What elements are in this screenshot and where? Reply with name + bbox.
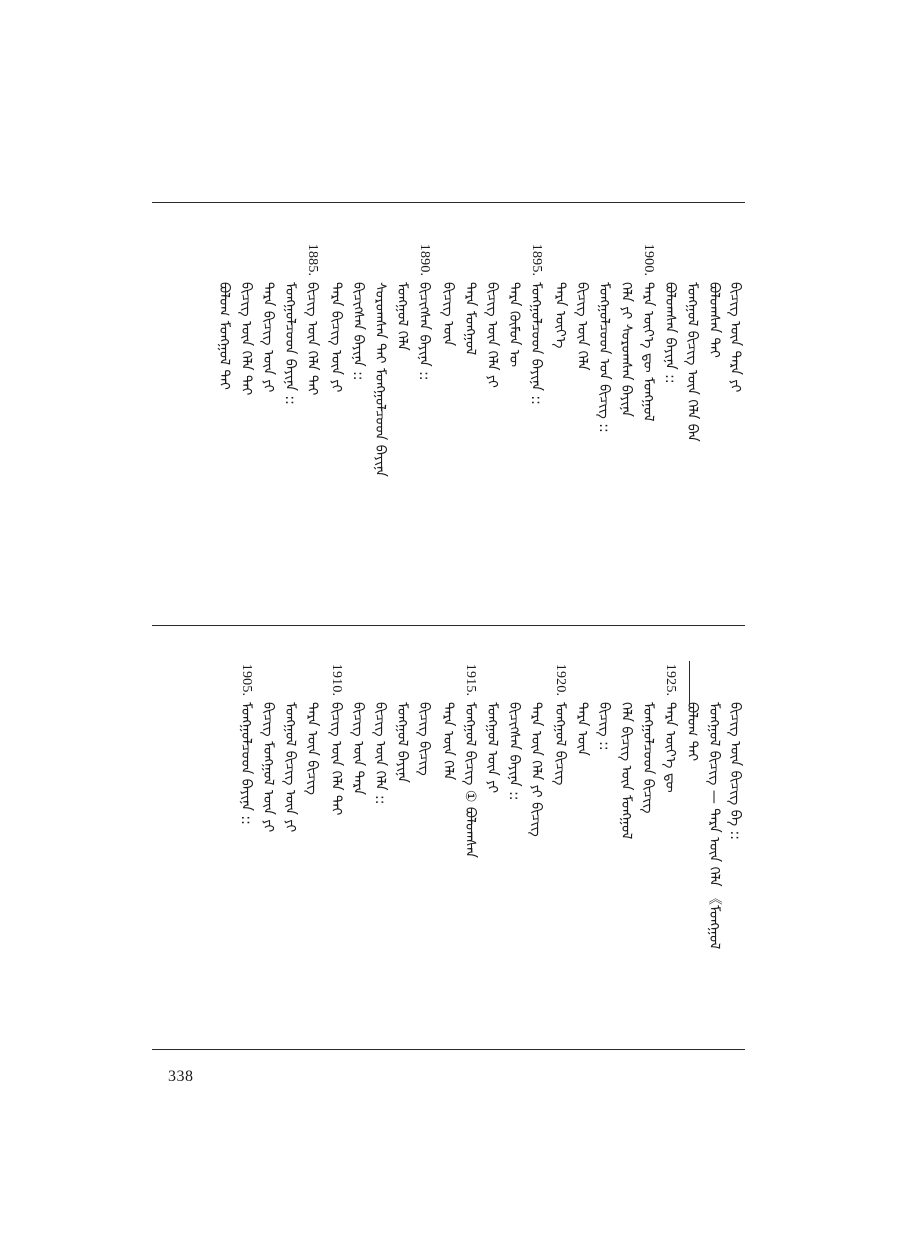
mongolian-script-line: ᠪᠤᠯᠤᠭ ᠲᠠᠶ: [684, 702, 700, 762]
year-label: [279, 240, 301, 280]
year-text: 1885.: [305, 243, 320, 277]
mongolian-script-line: ᠲᠡᠷᠡ ᠦᠨ ᠪᠢᠴᠢᠭ: [304, 702, 320, 795]
upper-column: [703, 240, 725, 615]
year-label: [525, 240, 547, 280]
year-label: [391, 240, 413, 280]
year-label: [615, 660, 637, 700]
year-label: [615, 240, 637, 280]
year-label: [257, 660, 279, 700]
mongolian-script-line: ᠮᠣᠩᠭᠣᠯ ᠪᠠᠶᠢᠨᠠ: [394, 702, 410, 783]
mongolian-script-line: ᠪᠤᠯᠤᠭᠰᠠᠨ ᠪᠠᠶᠢᠨᠠ ::: [662, 282, 678, 384]
mongolian-script-line: ᠲᠡᠷᠡ ᠮᠣᠩᠭᠣᠯ: [462, 282, 478, 356]
year-label: [549, 240, 571, 280]
upper-column: [369, 240, 391, 615]
year-label: [437, 660, 459, 700]
mongolian-script-line: ᠲᠡᠷᠡ ᠪᠢᠴᠢᠭ ᠦᠨ ᠶᠢ: [260, 282, 276, 393]
lower-column: [503, 660, 525, 1005]
lower-column: [525, 660, 547, 1005]
year-label: [437, 240, 459, 280]
year-label: [235, 240, 257, 280]
mongolian-script-line: ᠮᠣᠩᠭᠣᠯ ᠪᠢᠴᠢᠭ ᠦᠨ ᠬᠡᠯᠡ ᠪᠡᠨ: [684, 282, 700, 442]
mongolian-script-line: ᠲᠡᠷᠡ ᠦᠨ ᠬᠡᠯᠡ: [440, 702, 456, 781]
year-label: [724, 660, 746, 700]
upper-column: [459, 240, 481, 615]
year-label: [301, 240, 323, 280]
mongolian-script-line: ᠪᠢᠴᠢᠭ ᠪᠢᠴᠢᠭ: [416, 702, 432, 776]
lower-column: [235, 660, 257, 1005]
year-label: [347, 660, 369, 700]
year-label: [279, 660, 301, 700]
upper-column: [525, 240, 547, 615]
mongolian-script-line: ᠮᠣᠩᠭᠣᠯ ᠪᠢᠴᠢᠭ ① ᠪᠤᠯᠤᠭᠰᠠᠨ: [462, 702, 478, 858]
lower-column: [615, 660, 637, 1005]
lower-column: [437, 660, 459, 1005]
upper-column: [235, 240, 257, 615]
year-label: [257, 240, 279, 280]
year-label: [481, 660, 503, 700]
lower-column: [724, 660, 746, 1005]
year-label: [724, 240, 746, 280]
mongolian-script-line: ᠮᠣᠩᠭᠣᠯᠴᠤᠳ ᠪᠢᠴᠢᠭ: [640, 702, 656, 814]
mongolian-script-line: ᠪᠢᠴᠢᠭ ::: [596, 702, 612, 751]
mongolian-script-line: ᠲᠡᠷᠡ ᠦᠶ᠎ᠡ ᠳᠦ ᠮᠣᠩᠭᠣᠯ: [640, 282, 656, 422]
year-label: [413, 240, 435, 280]
year-label: [659, 240, 681, 280]
year-label: [369, 240, 391, 280]
year-label: [369, 660, 391, 700]
mongolian-script-line: ᠪᠤᠯᠤᠭᠰᠠᠨ ᠲᠠᠶ: [706, 282, 722, 358]
mongolian-script-line: ᠪᠢᠴᠢᠭ ᠦᠨ ᠬᠡᠯᠡ ᠲᠠᠶ: [238, 282, 254, 396]
mongolian-script-line: ᠮᠣᠩᠭᠣᠯᠴᠤᠳ ᠪᠠᠶᠢᠨᠠ ::: [282, 282, 298, 405]
lower-column: [301, 660, 323, 1005]
lower-column: [703, 660, 725, 1005]
year-text: 1890.: [417, 243, 432, 277]
mongolian-script-line: ᠪᠢᠴᠢᠭ ᠦᠨ ᠬᠡᠯᠡ ::: [372, 702, 388, 805]
year-label: [703, 660, 725, 700]
year-label: [659, 660, 681, 700]
year-label: [525, 660, 547, 700]
upper-column: [637, 240, 659, 615]
lower-column: [481, 660, 503, 1005]
mongolian-script-line: ᠪᠢᠴᠢᠭ᠌ ᠦᠨ ᠬᠡᠯᠡ: [574, 282, 590, 371]
year-label: [593, 240, 615, 280]
year-text: 1900.: [641, 243, 656, 277]
upper-column: [503, 240, 525, 615]
upper-column: [301, 240, 323, 615]
page-number: 338: [168, 1068, 194, 1085]
year-label: [413, 660, 435, 700]
upper-column: [213, 240, 235, 615]
year-text: 1925.: [663, 663, 678, 697]
lower-column: [347, 660, 369, 1005]
upper-column: [413, 240, 435, 615]
mongolian-script-line: ᠪᠤᠯᠤᠭ ᠮᠣᠩᠭᠣᠯ ᠲᠠᠶ: [216, 282, 232, 390]
year-label: [503, 660, 525, 700]
year-label: [549, 660, 571, 700]
upper-column: [325, 240, 347, 615]
mongolian-script-line: ᠰᠤᠷᠤᠭᠰᠠᠨ ᠲᠠᠶ ᠮᠣᠩᠭᠣᠯᠴᠤᠳ ᠪᠠᠶᠢᠨᠠ: [372, 282, 388, 477]
upper-column: [549, 240, 571, 615]
mongolian-script-line: ᠮᠣᠩᠭᠣᠯ ᠬᠡᠯᠡ: [394, 282, 410, 351]
bottom-rule: [152, 1049, 745, 1050]
lower-column: [549, 660, 571, 1005]
lower-column: [369, 660, 391, 1005]
year-label: [637, 240, 659, 280]
mongolian-script-line: ᠮᠣᠩᠭᠣᠯᠴᠤᠳ ᠪᠠᠶᠢᠨᠠ ::: [528, 282, 544, 405]
mongolian-script-line: ᠲᠡᠷᠡ ᠬᠦᠮᠦᠨ ᠦ: [506, 282, 522, 368]
lower-column: [637, 660, 659, 1005]
mongolian-script-line: ᠪᠢᠴᠢᠭ ᠦᠨ ᠬᠡᠯᠡ ᠲᠠᠶ: [304, 282, 320, 396]
mongolian-script-line: ᠪᠢᠴᠢᠭ ᠦᠨ ᠬᠡᠯᠡ ᠲᠠᠶ: [328, 702, 344, 816]
mongolian-script-line: ᠲᠡᠷᠡ ᠪᠢᠴᠢᠭ ᠦᠨ ᠶᠢ: [328, 282, 344, 393]
year-label: [681, 240, 703, 280]
mongolian-script-line: ᠬᠡᠯᠡ ᠶᠢ ᠰᠤᠷᠤᠭᠰᠠᠨ ᠪᠠᠶᠢᠨᠠ: [618, 282, 634, 418]
mongolian-script-line: ᠲᠡᠷᠡ ᠦᠶ᠎ᠡ ᠳᠦ: [662, 702, 678, 793]
mongolian-script-line: ᠮᠣᠩᠭᠣᠯ ᠪᠢᠴᠢᠭ — ᠲᠡᠷᠡ ᠦᠨ ᠬᠡᠯᠡ 《ᠮᠣᠩᠭᠣᠯ: [706, 702, 722, 950]
mongolian-script-line: ᠲᠡᠷᠡ ᠦᠨ: [574, 702, 590, 756]
lower-column: [593, 660, 615, 1005]
upper-column: [391, 240, 413, 615]
upper-column: [257, 240, 279, 615]
year-label: [481, 240, 503, 280]
mongolian-script-line: ᠬᠡᠯᠡ ᠪᠢᠴᠢᠭ ᠦᠨ ᠮᠣᠩᠭᠣᠯ: [618, 702, 634, 840]
upper-column: [437, 240, 459, 615]
middle-rule: [152, 625, 745, 626]
year-label: [703, 240, 725, 280]
year-label: [503, 240, 525, 280]
year-text: 1905.: [239, 663, 254, 697]
year-label: [637, 660, 659, 700]
year-label: [325, 240, 347, 280]
lower-column: [391, 660, 413, 1005]
mongolian-script-line: ᠲᠡᠷᠡ ᠦᠨ ᠬᠡᠯᠡ ᠶᠢ ᠪᠢᠴᠢᠭ: [528, 702, 544, 837]
mongolian-script-line: ᠪᠢᠴᠢᠭ᠌ ᠦᠨ ᠲᠡᠷᠡ ᠶᠢ: [727, 282, 743, 393]
upper-column: [481, 240, 503, 615]
year-label: [325, 660, 347, 700]
year-text: 1895.: [529, 243, 544, 277]
mongolian-script-line: ᠪᠢᠴᠢᠭ᠌ ᠦᠨ ᠪᠢᠴᠢᠭ ᠪᠠ ::: [727, 702, 743, 840]
year-label: [459, 240, 481, 280]
lower-column: [571, 660, 593, 1005]
lower-column: [659, 660, 681, 1005]
upper-column: [659, 240, 681, 615]
lower-column: [413, 660, 435, 1005]
mongolian-script-line: ᠪᠢᠴᠢᠭ ᠦᠨ ᠲᠡᠷᠡ: [350, 702, 366, 795]
year-label: [347, 240, 369, 280]
lower-column: [325, 660, 347, 1005]
year-label: [213, 240, 235, 280]
upper-column: [681, 240, 703, 615]
mongolian-script-line: ᠪᠢᠴᠢᠭ ᠮᠣᠩᠭᠣᠯ ᠦᠨ ᠶᠢ: [260, 702, 276, 833]
lower-column: [279, 660, 301, 1005]
mongolian-script-line: ᠪᠢᠴᠢᠭ᠌ ᠦᠨ: [440, 282, 456, 347]
year-label: [593, 660, 615, 700]
year-text: 1920.: [553, 663, 568, 697]
year-label: [235, 660, 257, 700]
upper-column: [724, 240, 746, 615]
mongolian-script-line: ᠲᠡᠷᠡ ᠦᠶ᠎ᠡ: [552, 282, 568, 349]
mongolian-script-line: ᠪᠢᠴᠢᠭ ᠦᠨ ᠬᠡᠯᠡ ᠶᠢ: [484, 282, 500, 388]
mongolian-script-line: ᠪᠢᠴᠢᠭᠰᠡᠨ ᠪᠠᠶᠢᠨᠠ ::: [350, 282, 366, 381]
mongolian-script-line: ᠪᠢᠴᠢᠭᠰᠡᠨ ᠪᠠᠶᠢᠨᠠ ::: [506, 702, 522, 801]
lower-column: [459, 660, 481, 1005]
upper-column: [615, 240, 637, 615]
mongolian-script-line: ᠮᠣᠩᠭᠣᠯᠴᠤᠳ ᠤᠨ ᠪᠢᠴᠢᠭ ::: [596, 282, 612, 433]
mongolian-script-line: ᠮᠣᠩᠭᠣᠯ ᠪᠢᠴᠢᠭ ᠦᠨ ᠶᠢ: [282, 702, 298, 833]
year-text: 1910.: [329, 663, 344, 697]
lower-column: [681, 660, 703, 1005]
mongolian-script-line: ᠮᠣᠩᠭᠣᠯ ᠦᠨ ᠶᠢ: [484, 702, 500, 794]
year-label: [571, 240, 593, 280]
mongolian-script-line: ᠮᠣᠩᠭᠣᠯ ᠪᠢᠴᠢᠭ: [552, 702, 568, 786]
year-label: [571, 660, 593, 700]
year-text: 1915.: [463, 663, 478, 697]
year-label: [459, 660, 481, 700]
mongolian-script-line: ᠪᠢᠴᠢᠭᠰᠡᠨ ᠪᠠᠶᠢᠨᠠ ::: [416, 282, 432, 381]
top-rule: [152, 202, 745, 203]
lower-column: [257, 660, 279, 1005]
mongolian-script-line: ᠮᠣᠩᠭᠣᠯᠴᠤᠳ ᠪᠠᠶᠢᠨᠠ ::: [238, 702, 254, 825]
year-label: [681, 660, 703, 700]
year-label: [301, 660, 323, 700]
upper-column: [571, 240, 593, 615]
year-label: [391, 660, 413, 700]
upper-column: [279, 240, 301, 615]
upper-column: [347, 240, 369, 615]
upper-column: [593, 240, 615, 615]
